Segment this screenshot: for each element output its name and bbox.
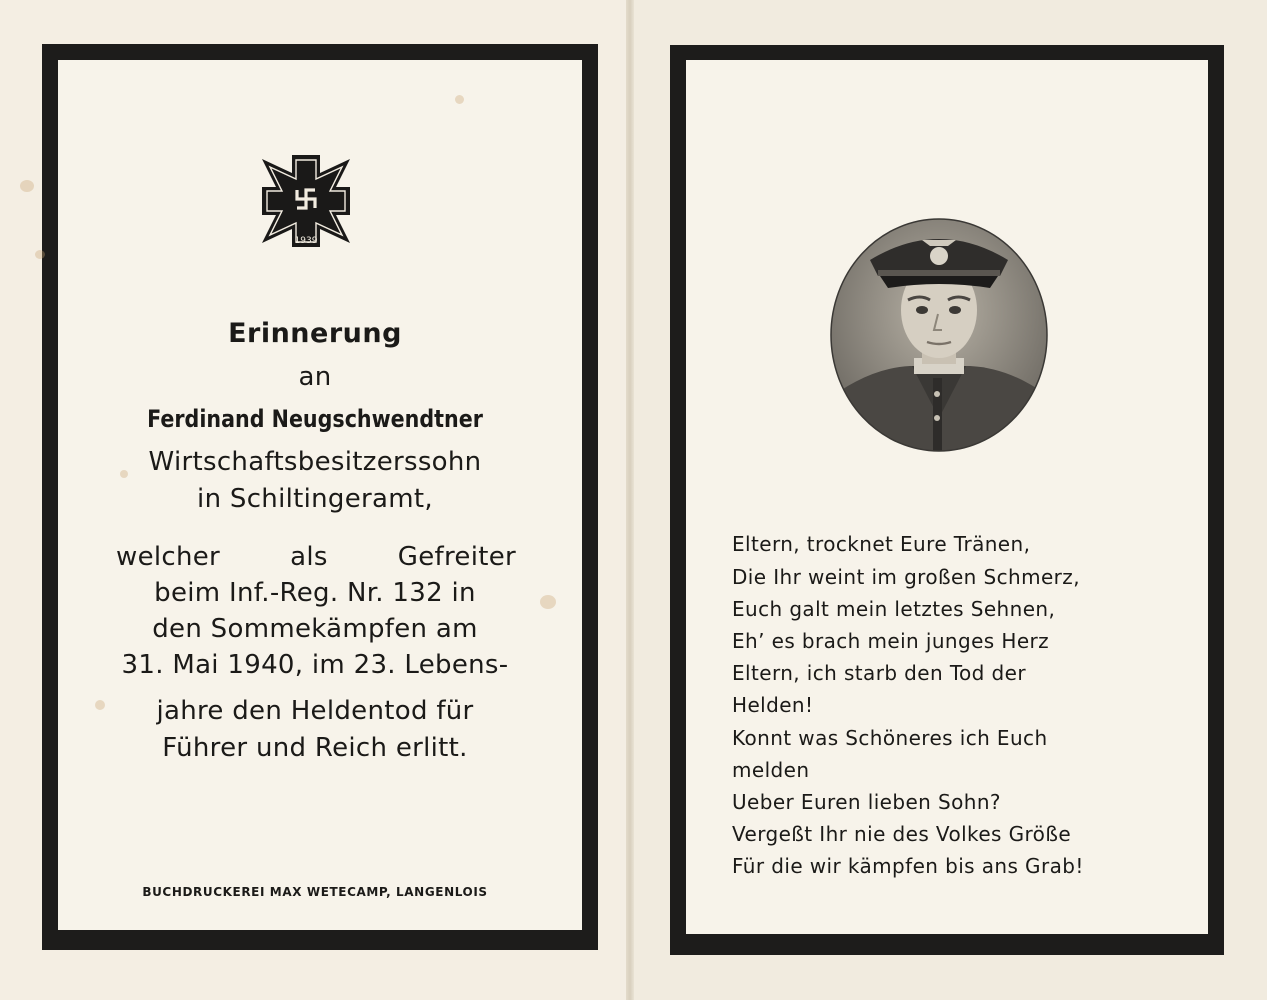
poem-line: Für die wir kämpfen bis ans Grab!: [732, 854, 1084, 878]
battle-line: den Sommekämpfen am: [152, 614, 478, 644]
poem-line: Ueber Euren lieben Sohn?: [732, 790, 1001, 814]
foxing-spot: [455, 95, 464, 104]
foxing-spot: [35, 250, 45, 259]
poem-line: Eltern, ich starb den Tod der: [732, 661, 1026, 685]
word: als: [290, 542, 328, 572]
heading: Erinnerung: [228, 318, 402, 349]
poem-line: melden: [732, 758, 810, 782]
deceased-name: Ferdinand Neugschwendtner: [147, 405, 483, 433]
word: Gefreiter: [397, 542, 516, 572]
rank-line: [116, 542, 516, 573]
poem-line: Vergeßt Ihr nie des Volkes Größe: [732, 822, 1072, 846]
final-line: Führer und Reich erlitt.: [162, 733, 468, 763]
cross-year: 1939: [294, 236, 318, 246]
death-line: jahre den Heldentod für: [156, 696, 474, 726]
poem-line: Eltern, trocknet Eure Tränen,: [732, 532, 1031, 556]
regiment-line: beim Inf.-Reg. Nr. 132 in: [154, 578, 476, 608]
word: welcher: [116, 542, 221, 572]
date-line: 31. Mai 1940, im 23. Lebens-: [121, 650, 509, 680]
poem-line: Euch galt mein letztes Sehnen,: [732, 597, 1056, 621]
poem-line: Helden!: [732, 693, 814, 717]
occupation: Wirtschaftsbesitzerssohn: [148, 447, 482, 477]
poem-line: Konnt was Schöneres ich Euch: [732, 726, 1048, 750]
place: in Schiltingeramt,: [197, 484, 433, 514]
iron-cross-icon: [262, 155, 350, 247]
poem-line: Eh’ es brach mein junges Herz: [732, 629, 1050, 653]
soldier-portrait: [830, 218, 1048, 452]
foxing-spot: [20, 180, 34, 192]
right-mourning-border: [670, 45, 1224, 955]
an-text: an: [298, 362, 332, 392]
printer-credit: BUCHDRUCKEREI MAX WETECAMP, LANGENLOIS: [142, 885, 488, 899]
poem-line: Die Ihr weint im großen Schmerz,: [732, 565, 1080, 589]
